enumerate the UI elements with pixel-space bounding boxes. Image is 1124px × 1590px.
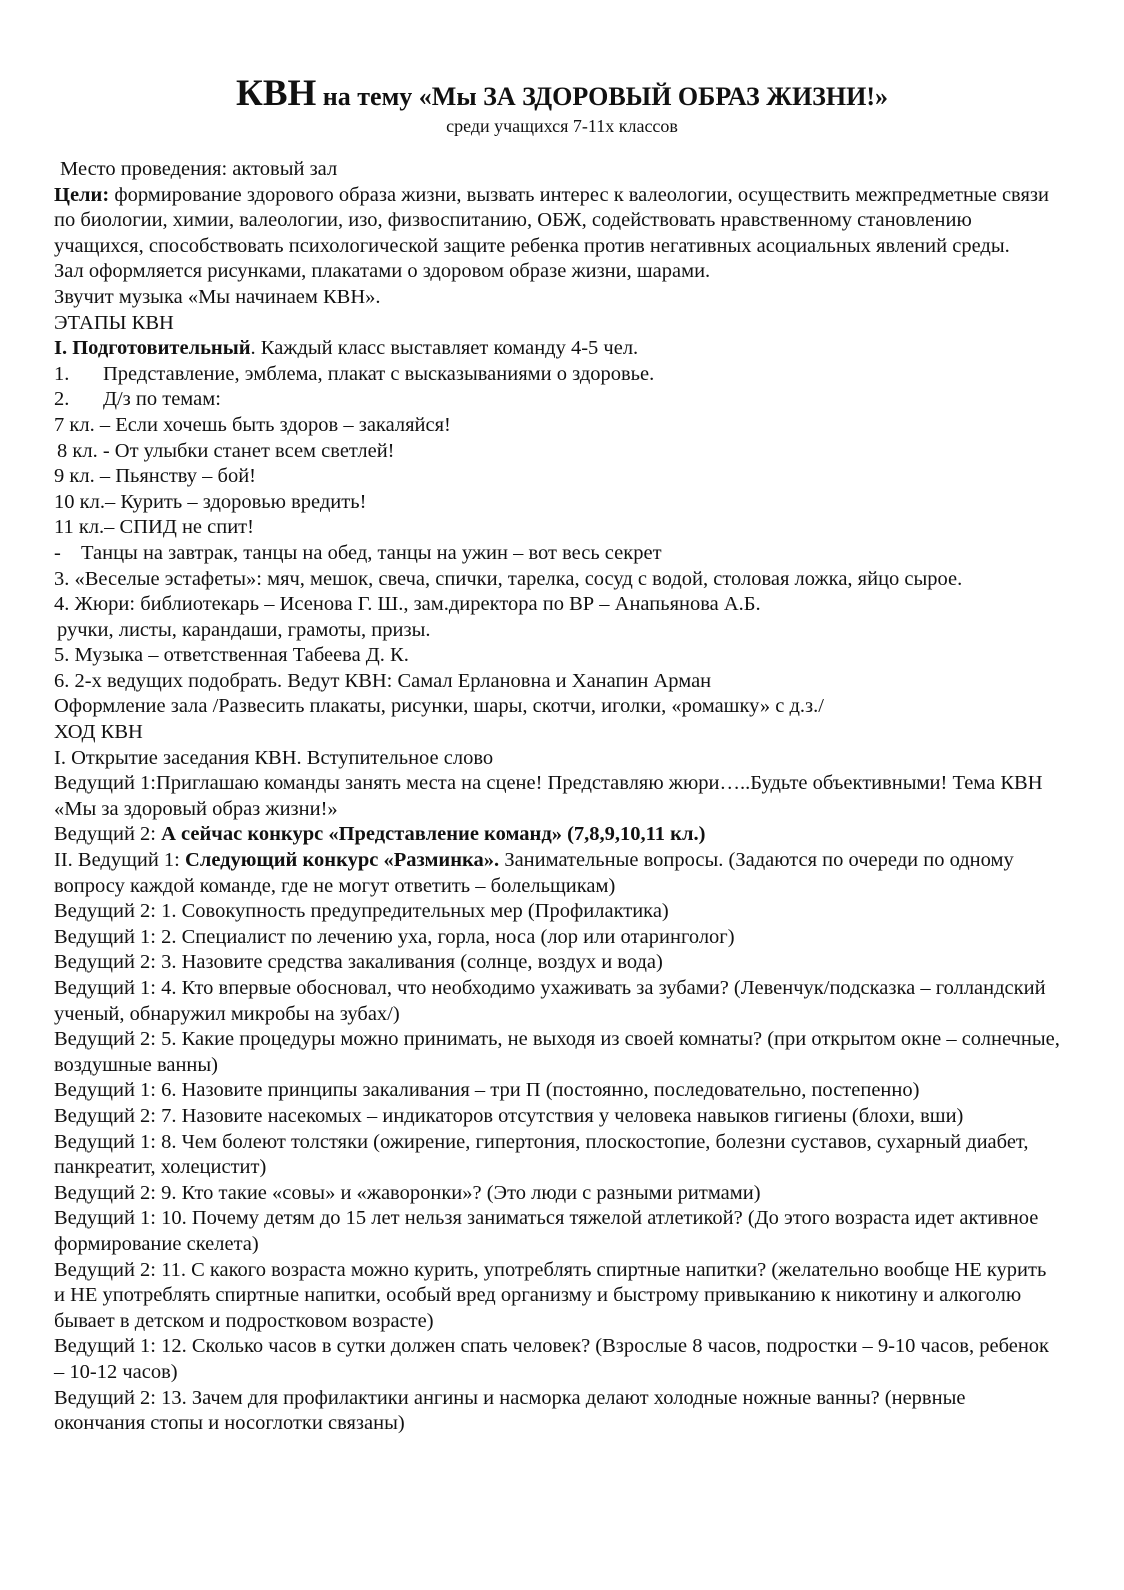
list-item-5: 5. Музыка – ответственная Табеева Д. К. (54, 644, 409, 667)
list-item-3: 3. «Веселые эстафеты»: мяч, мешок, свеча, спички, тарелка, сосуд с водой, столовая ложка, яйцо сырое. (54, 567, 963, 590)
question-12: Ведущий 1: 12. Сколько часов в сутки должен спать человек? (Взрослые 8 часов, подростки – 9-10 часов, ребенок – 10-12 часов) (54, 1335, 1050, 1383)
prep-stage-label: I. Подготовительный (54, 337, 251, 360)
question-6: Ведущий 1: 6. Назовите принципы закаливания – три П (постоянно, последовательно, постепенно) (54, 1079, 920, 1102)
document-subtitle: среди учащихся 7-11х классов (446, 116, 678, 136)
question-1: Ведущий 2: 1. Совокупность предупредительных мер (Профилактика) (54, 900, 669, 923)
list-item-1-text: Представление, эмблема, плакат с высказываниями о здоровье. (103, 362, 655, 385)
list-item-2-number: 2. (54, 388, 70, 411)
goals-paragraph (54, 183, 1060, 260)
theme-11: 11 кл.– СПИД не спит! (54, 516, 254, 539)
question-13: Ведущий 2: 13. Зачем для профилактики ангины и насморка делают холодные ножные ванны? (нервные окончания стопы и носоглотки связаны) (54, 1386, 966, 1435)
host2-teams-contest: А сейчас конкурс «Представление команд» (7,8,9,10,11 кл.) (161, 823, 706, 846)
warmup-contest: Следующий конкурс «Разминка». (185, 849, 500, 872)
list-item-4: 4. Жюри: библиотекарь – Исенова Г. Ш., зам.директора по ВР – Анапьянова А.Б. (54, 593, 761, 616)
question-4: Ведущий 1: 4. Кто впервые обосновал, что необходимо ухаживать за зубами? (Левенчук/подсказка – голландский ученый, обнаружил микробы на зубах/) (54, 977, 1046, 1025)
opening-line: I. Открытие заседания КВН. Вступительное слово (54, 746, 494, 769)
prep-stage-text: . Каждый класс выставляет команду 4-5 чел. (250, 337, 639, 360)
list-item-2 (54, 387, 1060, 413)
goals-text: формирование здорового образа жизни, вызвать интерес к валеологии, осуществить межпредметные связи по биологии, химии, валеологии, изо, физвоспитанию, ОБЖ, содействовать нравственному становлению учащихся, способствовать психологической защите ребенка против негативных асоциальных явлений среды. (54, 183, 1049, 257)
theme-8: 8 кл. - От улыбки станет всем светлей! (57, 439, 395, 462)
dance-text: Танцы на завтрак, танцы на обед, танцы на ужин – вот весь секрет (81, 541, 662, 564)
warmup-prefix: II. Ведущий 1: (54, 849, 186, 872)
prep-stage-line (54, 336, 1060, 362)
title-topic: на тему «Мы ЗА ЗДОРОВЫЙ ОБРАЗ ЖИЗНИ!» (316, 82, 889, 111)
question-8: Ведущий 1: 8. Чем болеют толстяки (ожирение, гипертония, плоскостопие, болезни суставов, сухарный диабет, панкреатит, холецистит) (54, 1130, 1029, 1179)
dance-dash: - (54, 541, 61, 564)
dance-line (54, 541, 1060, 567)
question-10: Ведущий 1: 10. Почему детям до 15 лет нельзя заниматься тяжелой атлетикой? (До этого возраста идет активное формирование скелета) (54, 1207, 1039, 1255)
hall-line: Зал оформляется рисунками, плакатами о здоровом образе жизни, шарами. (54, 260, 711, 283)
document-body (54, 157, 1060, 1437)
title-kvn: КВН (235, 73, 317, 114)
warmup-text: Занимательные вопросы. (Задаются по очереди по одному вопросу каждой команде, где не могут ответить – болельщикам) (54, 849, 1014, 897)
venue-line: Место проведения: актовый зал (60, 158, 338, 180)
question-11: Ведущий 2: 11. С какого возраста можно курить, употреблять спиртные напитки? (желательно вообще НЕ курить и НЕ употреблять спиртные напитки, особый вред организму и быстрому привыканию к никотину и алкоголю бывает в детском и подростковом возрасте) (54, 1258, 1047, 1332)
decor-line: Оформление зала /Развесить плакаты, рисунки, шары, скотчи, иголки, «ромашку» с д.з./ (54, 695, 824, 718)
supplies-line: ручки, листы, карандаши, грамоты, призы. (57, 618, 431, 641)
warmup-paragraph (54, 848, 1060, 899)
theme-7: 7 кл. – Если хочешь быть здоров – закаляйся! (54, 413, 451, 436)
question-5: Ведущий 2: 5. Какие процедуры можно принимать, не выходя из своей комнаты? (при открытом окне – солнечные, воздушные ванны) (54, 1028, 1060, 1076)
question-9: Ведущий 2: 9. Кто такие «совы» и «жаворонки»? (Это люди с разными ритмами) (54, 1181, 761, 1204)
host2-prefix: Ведущий 2: (54, 823, 162, 846)
theme-9: 9 кл. – Пьянству – бой! (54, 465, 257, 488)
list-item-6: 6. 2-х ведущих подобрать. Ведут КВН: Самал Ерлановна и Ханапин Арман (54, 669, 712, 692)
goals-label: Цели: (54, 183, 110, 206)
course-heading: ХОД КВН (54, 721, 143, 744)
list-item-1-number: 1. (54, 362, 70, 385)
list-item-1 (54, 362, 1060, 388)
stages-heading: ЭТАПЫ КВН (54, 311, 174, 334)
host2-teams-line (54, 822, 1060, 848)
question-3: Ведущий 2: 3. Назовите средства закаливания (солнце, воздух и вода) (54, 951, 663, 974)
host1-intro: Ведущий 1:Приглашаю команды занять места на сцене! Представляю жюри…..Будьте объективными! Тема КВН «Мы за здоровый образ жизни!» (54, 772, 1043, 820)
list-item-2-text: Д/з по темам: (103, 388, 221, 411)
music-line: Звучит музыка «Мы начинаем КВН». (54, 285, 381, 308)
theme-10: 10 кл.– Курить – здоровью вредить! (54, 490, 367, 513)
question-2: Ведущий 1: 2. Специалист по лечению уха, горла, носа (лор или отаринголог) (54, 925, 735, 948)
question-7: Ведущий 2: 7. Назовите насекомых – индикаторов отсутствия у человека навыков гигиены (блохи, вши) (54, 1104, 964, 1127)
